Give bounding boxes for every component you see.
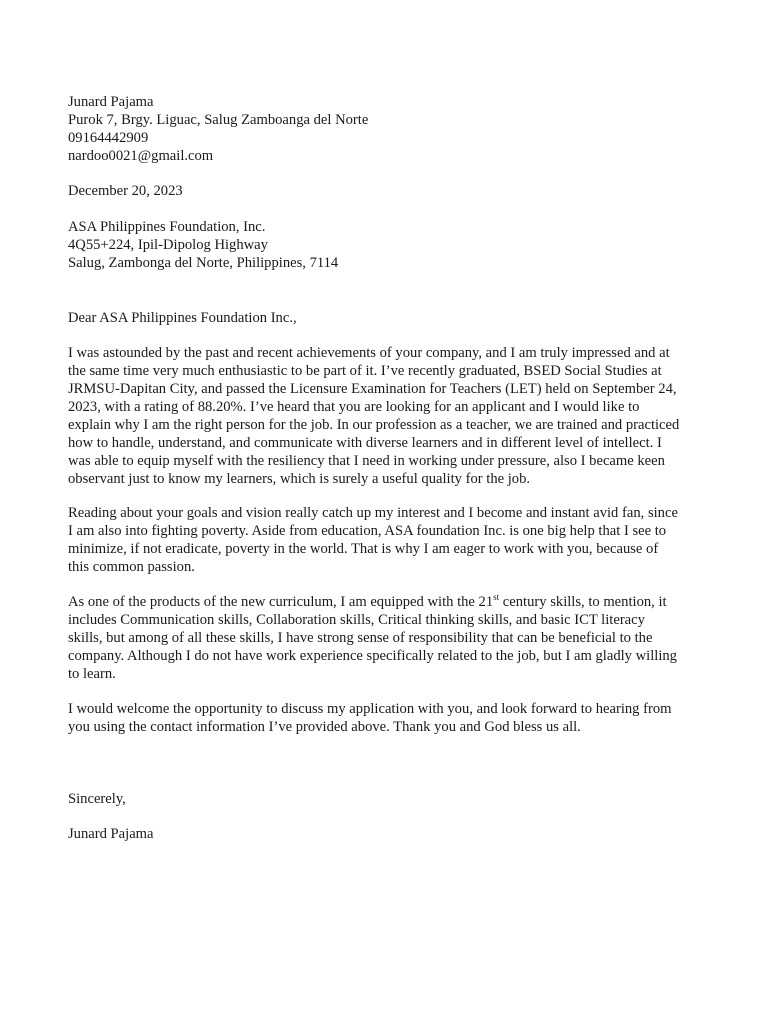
paragraph-line: JRMSU-Dapitan City, and passed the Licensure Examination for Teachers (LET) held on September 24, bbox=[68, 381, 677, 397]
paragraph-line: Reading about your goals and vision really catch up my interest and I become and instant avid fan, since bbox=[68, 505, 678, 521]
paragraph-text: century skills, to mention, it bbox=[499, 594, 667, 610]
paragraph-text: As one of the products of the new curriculum, I am equipped with the 21 bbox=[68, 594, 494, 610]
recipient-organization: ASA Philippines Foundation, Inc. bbox=[68, 219, 266, 235]
letter-date: December 20, 2023 bbox=[68, 183, 183, 199]
paragraph-line: company. Although I do not have work experience specifically related to the job, but I am gladly willing bbox=[68, 648, 677, 664]
sender-address: Purok 7, Brgy. Liguac, Salug Zamboanga del Norte bbox=[68, 112, 369, 128]
closing: Sincerely, bbox=[68, 791, 126, 807]
paragraph-3 bbox=[68, 593, 700, 683]
sender-email: nardoo0021@gmail.com bbox=[68, 148, 214, 164]
paragraph-line: skills, but among of all these skills, I have strong sense of responsibility that can be beneficial to the bbox=[68, 630, 653, 646]
paragraph-line: how to handle, understand, and communicate with diverse learners and in different level of intellect. I bbox=[68, 435, 662, 451]
paragraph-line: observant just to know my learners, which is surely a useful quality for the job. bbox=[68, 471, 531, 487]
paragraph-line: this common passion. bbox=[68, 559, 195, 575]
closing-block bbox=[68, 790, 700, 808]
sender-phone: 09164442909 bbox=[68, 130, 149, 146]
paragraph-line: I was astounded by the past and recent achievements of your company, and I am truly impressed and at bbox=[68, 345, 670, 361]
salutation-block bbox=[68, 309, 700, 327]
salutation: Dear ASA Philippines Foundation Inc., bbox=[68, 310, 297, 326]
paragraph-line: to learn. bbox=[68, 666, 116, 682]
paragraph-line: explain why I am the right person for the job. In our profession as a teacher, we are trained and practiced bbox=[68, 417, 680, 433]
paragraph-2 bbox=[68, 504, 700, 576]
paragraph-line: I am also into fighting poverty. Aside from education, ASA foundation Inc. is one big help that I see to bbox=[68, 523, 667, 539]
paragraph-line: you using the contact information I’ve provided above. Thank you and God bless us all. bbox=[68, 719, 581, 735]
paragraph-1 bbox=[68, 344, 700, 488]
paragraph-line: minimize, if not eradicate, poverty in the world. That is why I am eager to work with you, because of bbox=[68, 541, 659, 557]
recipient-block bbox=[68, 218, 700, 272]
signature-name: Junard Pajama bbox=[68, 826, 154, 842]
signature-block bbox=[68, 825, 700, 843]
paragraph-line bbox=[68, 593, 700, 611]
paragraph-line: was able to equip myself with the resiliency that I need in working under pressure, also I became keen bbox=[68, 453, 665, 469]
superscript-ordinal: st bbox=[493, 592, 500, 603]
sender-name: Junard Pajama bbox=[68, 94, 154, 110]
paragraph-line: 2023, with a rating of 88.20%. I’ve heard that you are looking for an applicant and I would like to bbox=[68, 399, 640, 415]
paragraph-line: I would welcome the opportunity to discuss my application with you, and look forward to hearing from bbox=[68, 701, 672, 717]
paragraph-line: includes Communication skills, Collaboration skills, Critical thinking skills, and basic ICT literacy bbox=[68, 612, 645, 628]
recipient-address-line1: 4Q55+224, Ipil-Dipolog Highway bbox=[68, 237, 268, 253]
sender-block bbox=[68, 93, 700, 165]
recipient-address-line2: Salug, Zambonga del Norte, Philippines, 7114 bbox=[68, 255, 339, 271]
paragraph-line: the same time very much enthusiastic to be part of it. I’ve recently graduated, BSED Social Studies at bbox=[68, 363, 662, 379]
paragraph-4 bbox=[68, 700, 700, 736]
letter-date-block bbox=[68, 182, 700, 200]
